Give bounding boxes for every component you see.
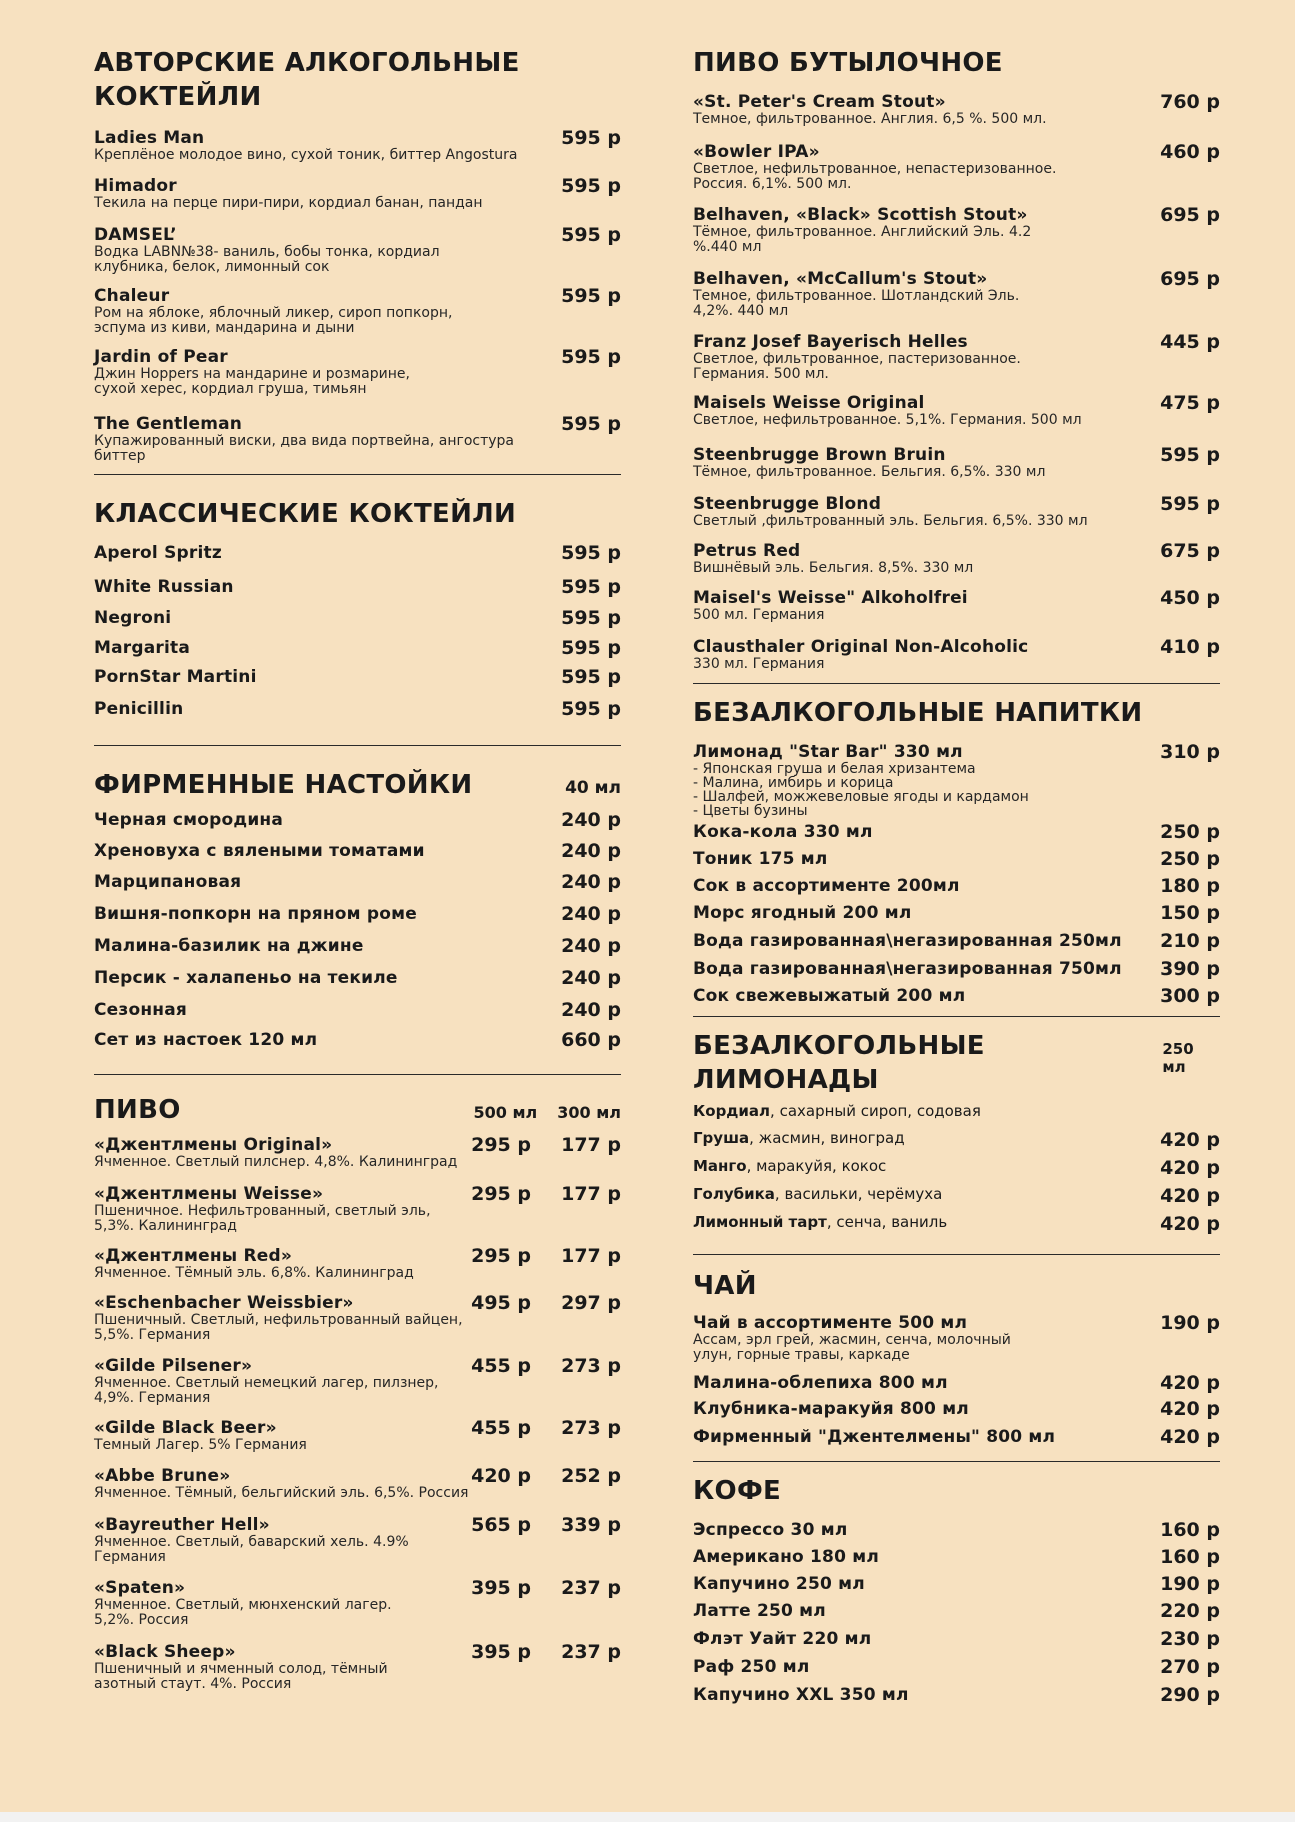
- item-name: Сет из настоек 120 мл: [94, 1030, 318, 1050]
- price-300: 252 р: [561, 1465, 621, 1487]
- item-name: Клубника-маракуйя 800 мл: [693, 1399, 969, 1419]
- item-name: Чай в ассортименте 500 мл: [693, 1313, 968, 1333]
- price-500: 295 р: [471, 1245, 531, 1267]
- item-name: Марципановая: [94, 872, 242, 892]
- menu-item: [693, 445, 1220, 494]
- item-price: 595 р: [561, 285, 621, 307]
- menu-item: [693, 986, 1220, 1012]
- item-name-bold: Манго: [693, 1157, 747, 1175]
- item-name: «Abbe Brune»: [94, 1466, 231, 1486]
- menu-item: [693, 1547, 1220, 1574]
- item-name: Belhaven, «McCallum's Stout»: [693, 269, 988, 289]
- classic-cocktails-section: [94, 497, 621, 729]
- item-price: 445 р: [1160, 331, 1220, 353]
- menu-item: [693, 269, 1220, 332]
- item-name: Вода газированная\негазированная 750мл: [693, 959, 1122, 979]
- menu-item: [94, 1356, 621, 1418]
- item-price: 675 р: [1160, 540, 1220, 562]
- item-price: 595 р: [561, 637, 621, 659]
- item-name: Малина-базилик на джине: [94, 936, 364, 956]
- item-price: 210 р: [1160, 930, 1220, 952]
- item-price: 240 р: [561, 967, 621, 989]
- menu-item: [94, 936, 621, 968]
- menu-item: [94, 128, 621, 176]
- menu-item: [693, 931, 1220, 959]
- menu-item: [94, 872, 621, 904]
- cordial-note: [693, 1103, 1220, 1130]
- item-price: 150 р: [1160, 902, 1220, 924]
- item-name: Хреновуха с вялеными томатами: [94, 841, 425, 861]
- menu-item: [693, 494, 1220, 541]
- menu-item: [693, 393, 1220, 445]
- item-price: 595 р: [561, 127, 621, 149]
- menu-item: [693, 1601, 1220, 1629]
- item-price: 420 р: [1160, 1157, 1220, 1179]
- menu-item: [94, 1515, 621, 1578]
- author-cocktails-section: [94, 46, 621, 464]
- price-500: 565 р: [471, 1514, 531, 1536]
- section-title: КЛАССИЧЕСКИЕ КОКТЕЙЛИ: [94, 499, 517, 529]
- menu-item: [94, 1000, 621, 1030]
- section-title: ПИВО БУТЫЛОЧНОЕ: [693, 48, 1003, 78]
- item-price: 420 р: [1160, 1213, 1220, 1235]
- item-price: 420 р: [1160, 1185, 1220, 1207]
- divider: [94, 1074, 621, 1075]
- item-desc: Ром на яблоке, яблочный ликер, сироп попкорн, эспума из киви, мандарина и дыни: [94, 305, 453, 336]
- price-300: 177 р: [561, 1134, 621, 1156]
- item-price: 240 р: [561, 903, 621, 925]
- menu-item: [693, 903, 1220, 931]
- section-title: БЕЗАЛКОГОЛЬНЫЕ ЛИМОНАДЫ: [693, 1031, 985, 1095]
- menu-item: [693, 1574, 1220, 1601]
- menu-item: [693, 332, 1220, 393]
- item-desc: Светлое, нефильтрованное. 5,1%. Германия. 500 мл: [693, 412, 1082, 428]
- lemonade-option: - Шалфей, можжевеловые ягоды и кардамон: [693, 789, 1029, 805]
- item-desc: Ассам, эрл грей, жасмин, сенча, молочный улун, горные травы, каркаде: [693, 1332, 1011, 1363]
- menu-item: [693, 588, 1220, 637]
- item-price: 240 р: [561, 840, 621, 862]
- menu-item: [693, 876, 1220, 903]
- menu-item: [94, 347, 621, 414]
- item-name: Petrus Red: [693, 541, 801, 561]
- divider: [693, 1461, 1220, 1462]
- menu-item: [693, 1427, 1220, 1455]
- menu-item: [94, 608, 621, 638]
- item-price: 190 р: [1160, 1573, 1220, 1595]
- bottled-beer-section: [693, 46, 1220, 677]
- menu-item: [94, 1293, 621, 1356]
- item-price: 595 р: [561, 576, 621, 598]
- item-price: 760 р: [1160, 91, 1220, 113]
- item-name: «Eschenbacher Weissbier»: [94, 1293, 354, 1313]
- item-name: «Bowler IPA»: [693, 142, 820, 162]
- lemonade-option: - Японская груша и белая хризантема: [693, 761, 976, 777]
- item-price: 190 р: [1160, 1312, 1220, 1334]
- menu-item: [94, 667, 621, 699]
- lemonade-option: - Малина, имбирь и корица: [693, 775, 894, 791]
- section-title: АВТОРСКИЕ АЛКОГОЛЬНЫЕ КОКТЕЙЛИ: [94, 48, 520, 112]
- item-desc: Темное, фильтрованное. Шотландский Эль. 4,2%. 440 мл: [693, 288, 1020, 319]
- item-name: Сок свежевыжатый 200 мл: [693, 986, 966, 1006]
- item-name: PornStar Martini: [94, 667, 257, 687]
- item-price: 180 р: [1160, 875, 1220, 897]
- item-name-rest: , васильки, черёмуха: [774, 1185, 943, 1203]
- item-price: 240 р: [561, 809, 621, 831]
- item-desc: Ячменное. Светлый, мюнхенский лагер. 5,2%. Россия: [94, 1597, 392, 1628]
- item-desc: Вишнёвый эль. Бельгия. 8,5%. 330 мл: [693, 560, 974, 576]
- menu-item: [693, 1399, 1220, 1427]
- item-price: 460 р: [1160, 141, 1220, 163]
- item-desc: Темное, фильтрованное. Англия. 6,5 %. 500 мл.: [693, 111, 1047, 127]
- item-price: 420 р: [1160, 1372, 1220, 1394]
- item-name: Ladies Man: [94, 128, 205, 148]
- item-price: 595 р: [561, 698, 621, 720]
- item-name: White Russian: [94, 577, 234, 597]
- price-500: 455 р: [471, 1417, 531, 1439]
- menu-item: [693, 1520, 1220, 1547]
- item-name: Американо 180 мл: [693, 1547, 879, 1567]
- item-name: Латте 250 мл: [693, 1601, 826, 1621]
- item-name: Персик - халапеньо на текиле: [94, 968, 398, 988]
- item-name: Фирменный "Джентелмены" 800 мл: [693, 1427, 1056, 1447]
- menu-item: [94, 968, 621, 1000]
- section-unit: 40 мл: [565, 778, 621, 798]
- item-name: Steenbrugge Brown Bruin: [693, 445, 946, 465]
- menu-item: [94, 1466, 621, 1515]
- price-300: 177 р: [561, 1245, 621, 1267]
- item-price: 310 р: [1160, 741, 1220, 763]
- price-300: 339 р: [561, 1514, 621, 1536]
- item-name-bold: Груша: [693, 1129, 750, 1147]
- item-price: 595 р: [1160, 493, 1220, 515]
- menu-item: [693, 1214, 1220, 1244]
- item-desc: Текила на перце пири-пири, кордиал банан, пандан: [94, 195, 483, 211]
- item-price: 230 р: [1160, 1628, 1220, 1650]
- soft-drinks-section: [693, 696, 1220, 1012]
- item-price: 290 р: [1160, 1684, 1220, 1706]
- menu-item: [94, 810, 621, 841]
- item-price: 695 р: [1160, 268, 1220, 290]
- menu-item: [693, 142, 1220, 205]
- item-desc: Креплёное молодое вино, сухой тоник, биттер Angostura: [94, 147, 518, 163]
- item-name: Черная смородина: [94, 810, 284, 830]
- item-name-rest: , жасмин, виноград: [749, 1129, 905, 1147]
- item-price: 160 р: [1160, 1546, 1220, 1568]
- item-name: The Gentleman: [94, 414, 243, 434]
- item-name: Малина-облепиха 800 мл: [693, 1373, 948, 1393]
- item-name: Капучино XXL 350 мл: [693, 1685, 909, 1705]
- item-desc: Купажированный виски, два вида портвейна, ангостура биттер: [94, 433, 514, 464]
- menu-item: [693, 1130, 1220, 1158]
- unit-500: 500 мл: [473, 1103, 538, 1122]
- menu-item: [693, 959, 1220, 986]
- menu-item: [693, 1373, 1220, 1399]
- item-name-bold: Лимонный тарт: [693, 1213, 827, 1231]
- divider: [693, 1016, 1220, 1017]
- item-price: 270 р: [1160, 1656, 1220, 1678]
- price-500: 295 р: [471, 1183, 531, 1205]
- section-title: КОФЕ: [693, 1476, 782, 1506]
- menu-item: [693, 1186, 1220, 1214]
- item-name: «Black Sheep»: [94, 1642, 236, 1662]
- lemonade-option: - Цветы бузины: [693, 803, 808, 819]
- divider: [693, 683, 1220, 684]
- price-500: 295 р: [471, 1134, 531, 1156]
- item-name: Раф 250 мл: [693, 1657, 810, 1677]
- section-title: БЕЗАЛКОГОЛЬНЫЕ НАПИТКИ: [693, 698, 1143, 728]
- menu-item: [94, 841, 621, 872]
- item-desc: Светлое, фильтрованное, пастеризованное. Германия. 500 мл.: [693, 351, 1021, 382]
- divider: [94, 745, 621, 746]
- menu-item: [693, 1657, 1220, 1685]
- menu-item: [693, 822, 1220, 849]
- item-name: Сезонная: [94, 1000, 188, 1020]
- item-price: 420 р: [1160, 1129, 1220, 1151]
- price-300: 273 р: [561, 1355, 621, 1377]
- menu-item: [94, 577, 621, 608]
- item-name: Jardin of Pear: [94, 347, 228, 367]
- item-name: «Gilde Black Beer»: [94, 1418, 277, 1438]
- menu-item: [94, 1642, 621, 1692]
- item-name: Сок в ассортименте 200мл: [693, 876, 960, 896]
- item-desc: Светлый ,фильтрованный эль. Бельгия. 6,5%. 330 мл: [693, 513, 1088, 529]
- item-name: Clausthaler Original Non-Alcoholic: [693, 637, 1029, 657]
- item-name: Флэт Уайт 220 мл: [693, 1629, 872, 1649]
- divider: [693, 1254, 1220, 1255]
- item-price: 220 р: [1160, 1600, 1220, 1622]
- bottom-strip: [0, 1812, 1295, 1822]
- item-name: Margarita: [94, 638, 191, 658]
- menu-item: [94, 699, 621, 729]
- item-price: 475 р: [1160, 392, 1220, 414]
- item-desc: Пшеничное. Нефильтрованный, светлый эль, 5,3%. Калининград: [94, 1203, 431, 1234]
- price-500: 495 р: [471, 1292, 531, 1314]
- item-name: Вода газированная\негазированная 250мл: [693, 931, 1122, 951]
- section-title: ЧАЙ: [693, 1271, 757, 1301]
- item-desc: Ячменное. Светлый пилснер. 4,8%. Калининград: [94, 1154, 458, 1170]
- item-price: 595 р: [561, 607, 621, 629]
- menu-item: [693, 637, 1220, 677]
- item-name-bold: Голубика: [693, 1185, 775, 1203]
- item-desc: 330 мл. Германия: [693, 656, 825, 672]
- menu-item: [94, 225, 621, 286]
- item-name: Chaleur: [94, 286, 170, 306]
- lemonade-item: [693, 742, 1220, 822]
- left-column: [94, 46, 621, 1692]
- item-name: DAMSEL’: [94, 225, 177, 245]
- menu-item: [693, 849, 1220, 876]
- item-price: 420 р: [1160, 1398, 1220, 1420]
- item-name: Эспрессо 30 мл: [693, 1520, 848, 1540]
- item-price: 595 р: [561, 224, 621, 246]
- item-price: 240 р: [561, 999, 621, 1021]
- section-title: ПИВО: [94, 1095, 181, 1125]
- item-name: Penicillin: [94, 699, 184, 719]
- item-name: Maisels Weisse Original: [693, 393, 925, 413]
- menu-item: [693, 1629, 1220, 1657]
- item-name: «Bayreuther Hell»: [94, 1515, 270, 1535]
- menu-item: [94, 1418, 621, 1466]
- item-price: 595 р: [561, 346, 621, 368]
- item-name-rest: , маракуйя, кокос: [746, 1157, 887, 1175]
- infusions-section: [94, 768, 621, 1060]
- item-name: «Gilde Pilsener»: [94, 1356, 253, 1376]
- unit-300: 300 мл: [557, 1103, 621, 1122]
- item-name: «Spaten»: [94, 1578, 186, 1598]
- item-desc: Водка LABN№38- ваниль, бобы тонка, кордиал клубника, белок, лимонный сок: [94, 244, 440, 275]
- section-unit: 250 мл: [1162, 1040, 1194, 1076]
- item-desc: Ячменное. Светлый немецкий лагер, пилзнер, 4,9%. Германия: [94, 1375, 439, 1406]
- item-name: Тоник 175 мл: [693, 849, 828, 869]
- price-500: 455 р: [471, 1355, 531, 1377]
- menu-item: [693, 541, 1220, 588]
- menu-item: [693, 92, 1220, 142]
- item-desc: Пшеничный и ячменный солод, тёмный азотный стаут. 4%. Россия: [94, 1661, 388, 1692]
- item-desc: Ячменное. Тёмный эль. 6,8%. Калининград: [94, 1265, 414, 1281]
- price-300: 237 р: [561, 1577, 621, 1599]
- item-desc: Джин Hoppers на мандарине и розмарине, сухой херес, кордиал груша, тимьян: [94, 366, 410, 397]
- menu-item: [94, 638, 621, 667]
- item-price: 595 р: [561, 175, 621, 197]
- item-price: 450 р: [1160, 587, 1220, 609]
- menu-item: [94, 1578, 621, 1642]
- menu-item: [94, 543, 621, 577]
- item-price: 300 р: [1160, 985, 1220, 1007]
- price-300: 177 р: [561, 1183, 621, 1205]
- item-name-rest: , сенча, ваниль: [826, 1213, 948, 1231]
- price-500: 395 р: [471, 1577, 531, 1599]
- item-price: 390 р: [1160, 958, 1220, 980]
- menu-item: [693, 1313, 1220, 1373]
- item-name: Лимонад "Star Bar" 330 мл: [693, 742, 963, 762]
- menu-item: [94, 1184, 621, 1246]
- item-price: 240 р: [561, 935, 621, 957]
- item-name: Вишня-попкорн на пряном роме: [94, 904, 417, 924]
- item-price: 160 р: [1160, 1519, 1220, 1541]
- item-price: 595 р: [561, 413, 621, 435]
- item-price: 420 р: [1160, 1426, 1220, 1448]
- item-price: 250 р: [1160, 848, 1220, 870]
- right-column: [693, 46, 1220, 1713]
- item-name: «Джентлмены Red»: [94, 1246, 293, 1266]
- item-desc: Ячменное. Тёмный, бельгийский эль. 6,5%. Россия: [94, 1485, 469, 1501]
- menu-item: [693, 205, 1220, 269]
- item-price: 695 р: [1160, 204, 1220, 226]
- menu-item: [94, 176, 621, 225]
- item-name: «St. Peter's Cream Stout»: [693, 92, 946, 112]
- item-desc: Темный Лагер. 5% Германия: [94, 1437, 307, 1453]
- item-name: Himador: [94, 176, 177, 196]
- item-name: Belhaven, «Black» Scottish Stout»: [693, 205, 1028, 225]
- item-name: Steenbrugge Blond: [693, 494, 882, 514]
- item-name: Maisel's Weisse" Alkoholfrei: [693, 588, 968, 608]
- price-300: 297 р: [561, 1292, 621, 1314]
- beer-section: [94, 1093, 621, 1692]
- item-price: 595 р: [561, 666, 621, 688]
- price-500: 395 р: [471, 1641, 531, 1663]
- item-price: 595 р: [1160, 444, 1220, 466]
- item-name: Капучино 250 мл: [693, 1574, 865, 1594]
- cordial-bold: Кордиал: [693, 1102, 771, 1120]
- menu-item: [693, 1158, 1220, 1186]
- divider: [94, 474, 621, 475]
- lemonades-section: [693, 1029, 1220, 1244]
- menu-item: [693, 1685, 1220, 1713]
- item-price: 660 р: [561, 1029, 621, 1051]
- item-price: 240 р: [561, 871, 621, 893]
- item-name: Negroni: [94, 608, 172, 628]
- item-desc: Тёмное, фильтрованное. Бельгия. 6,5%. 330 мл: [693, 464, 1046, 480]
- item-name: Кока-кола 330 мл: [693, 822, 873, 842]
- menu-item: [94, 1135, 621, 1184]
- tea-section: [693, 1269, 1220, 1455]
- menu-item: [94, 286, 621, 347]
- price-500: 420 р: [471, 1465, 531, 1487]
- menu-item: [94, 1030, 621, 1060]
- menu-item: [94, 414, 621, 464]
- item-desc: Ячменное. Светлый, баварский хель. 4.9% Германия: [94, 1534, 409, 1565]
- price-300: 273 р: [561, 1417, 621, 1439]
- item-desc: Пшеничный. Светлый, нефильтрованный вайцен, 5,5%. Германия: [94, 1312, 463, 1343]
- item-name: Franz Josef Bayerisch Helles: [693, 332, 968, 352]
- coffee-section: [693, 1474, 1220, 1713]
- item-name: Aperol Spritz: [94, 543, 222, 563]
- item-name: «Джентлмены Original»: [94, 1135, 333, 1155]
- menu-item: [94, 904, 621, 936]
- item-desc: Светлое, нефильтрованное, непастеризованное. Россия. 6,1%. 500 мл.: [693, 161, 1057, 192]
- item-price: 250 р: [1160, 821, 1220, 843]
- menu-item: [94, 1246, 621, 1293]
- item-desc: Тёмное, фильтрованное. Английский Эль. 4.2 %.440 мл: [693, 224, 1032, 255]
- section-title: ФИРМЕННЫЕ НАСТОЙКИ: [94, 770, 473, 800]
- item-name: «Джентлмены Weisse»: [94, 1184, 324, 1204]
- item-price: 410 р: [1160, 636, 1220, 658]
- price-300: 237 р: [561, 1641, 621, 1663]
- item-price: 595 р: [561, 542, 621, 564]
- item-desc: 500 мл. Германия: [693, 607, 825, 623]
- item-name: Морс ягодный 200 мл: [693, 903, 912, 923]
- cordial-rest: , сахарный сироп, содовая: [770, 1102, 981, 1120]
